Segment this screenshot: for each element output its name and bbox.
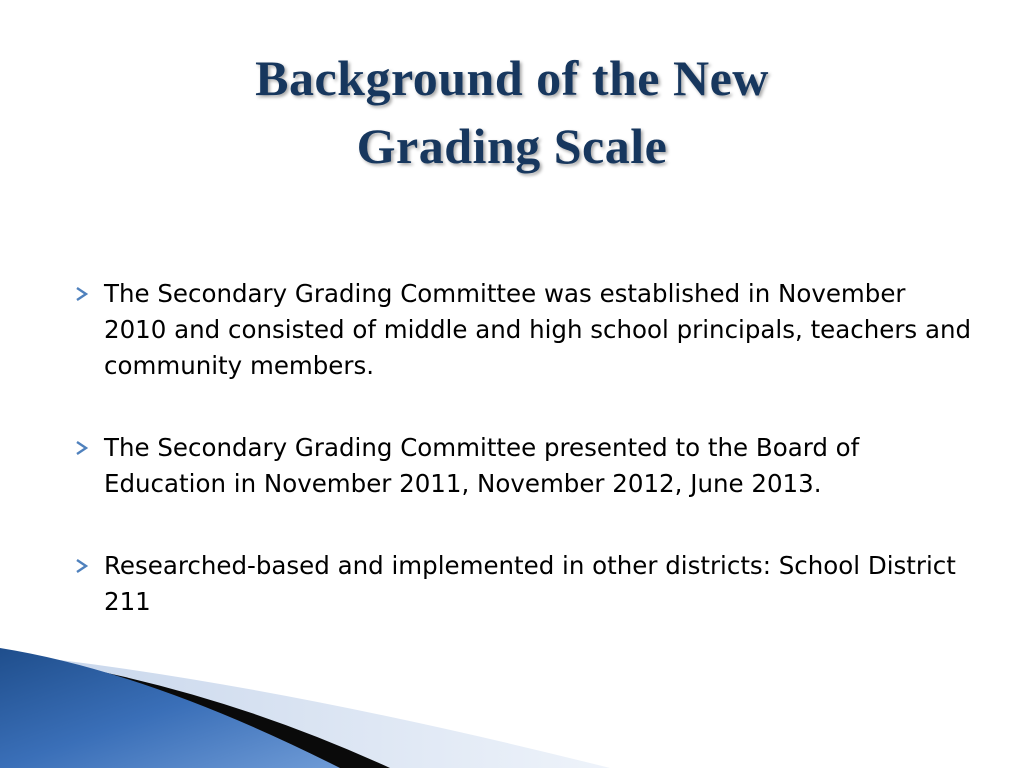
bullet-item [74,276,974,384]
title-line-2: Grading Scale [356,118,668,174]
bullet-list [74,276,974,666]
bullet-text: Researched-based and implemented in other districts: School District 211 [104,551,956,616]
bullet-text: The Secondary Grading Committee was established in November 2010 and consisted of middle and high school principals, teachers and community members. [104,279,972,380]
arrow-bullet-icon [74,440,90,456]
arrow-bullet-icon [74,558,90,574]
title-line-1: Background of the New [255,50,769,106]
bullet-item [74,548,974,620]
bullet-item [74,430,974,502]
arrow-bullet-icon [74,286,90,302]
slide-title [112,44,912,180]
bullet-text: The Secondary Grading Committee presented to the Board of Education in November 2011, November 2012, June 2013. [104,433,860,498]
